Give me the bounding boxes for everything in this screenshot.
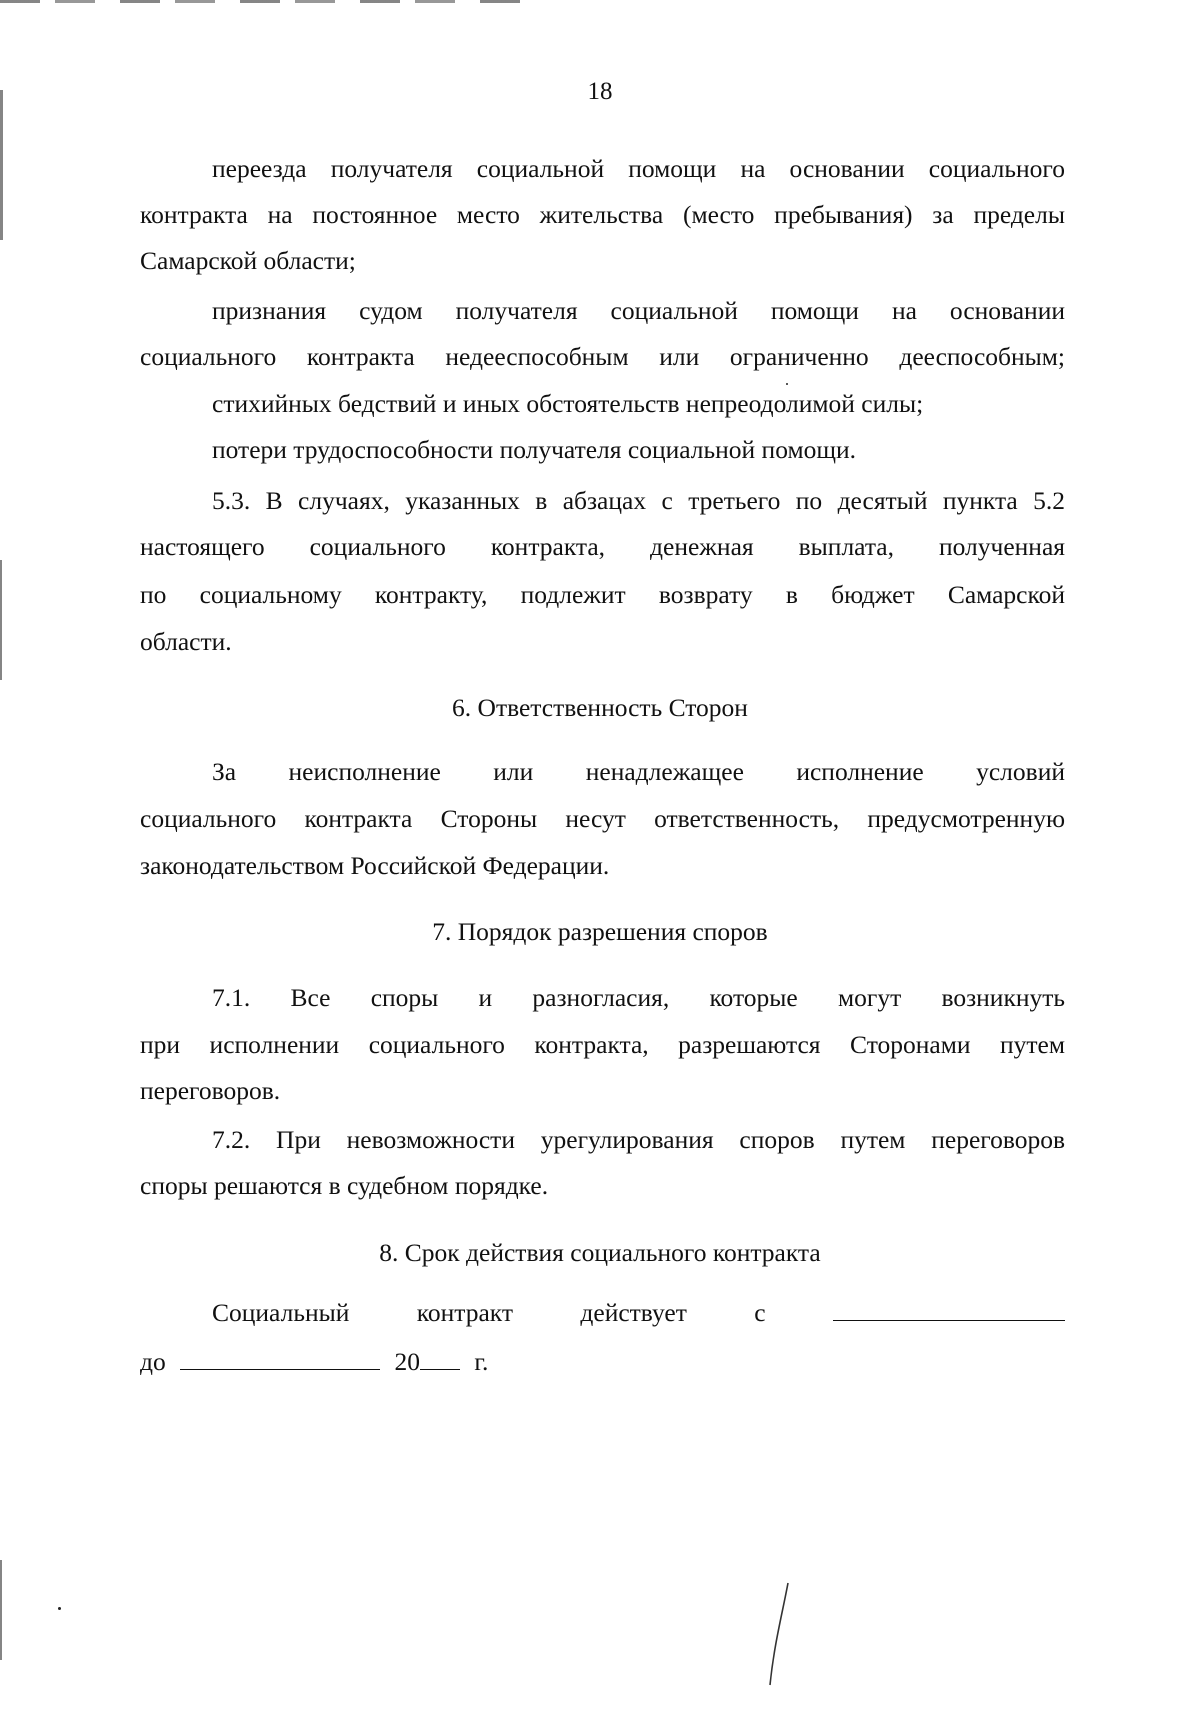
paragraph-line: настоящего социального контракта, денежная выплата, полученная [140,532,1065,561]
paragraph-line: по социальному контракту, подлежит возврату в бюджет Самарской [140,580,1065,609]
paragraph-line: 7.1. Все споры и разногласия, которые могут возникнуть [212,983,1065,1012]
paragraph-line: законодательством Российской Федерации. [140,851,610,880]
paragraph-line: переговоров. [140,1076,281,1105]
section-heading: 7. Порядок разрешения споров [432,917,768,946]
paragraph-line: при исполнении социального контракта, разрешаются Сторонами путем [140,1030,1065,1059]
paragraph-line: споры решаются в судебном порядке. [140,1171,549,1200]
scan-edge-left [0,1560,2,1660]
contract-end-line [140,1347,1065,1377]
term-word: с [754,1298,766,1327]
start-date-blank [833,1298,1065,1321]
paragraph-line: признания судом получателя социальной помощи на основании [212,296,1065,325]
year-suffix: г. [474,1347,489,1376]
section-heading: 8. Срок действия социального контракта [379,1238,821,1267]
paragraph-line: 7.2. При невозможности урегулирования споров путем переговоров [212,1125,1065,1154]
term-word: контракт [416,1298,513,1327]
scan-edge-left [0,90,3,240]
paragraph-line: стихийных бедствий и иных обстоятельств непреодолимой силы; [212,389,924,418]
scan-speck [786,383,788,385]
term-word: до [140,1347,166,1376]
year-blank [420,1347,460,1370]
paragraph-line: области. [140,627,232,656]
paragraph-line: Самарской области; [140,246,356,275]
scan-artifact-top [0,0,520,3]
paragraph-line: потери трудоспособности получателя социальной помощи. [212,435,857,464]
paragraph-line: 5.3. В случаях, указанных в абзацах с третьего по десятый пункта 5.2 [212,486,1065,515]
page-number: 18 [587,78,613,105]
section-heading: 6. Ответственность Сторон [452,693,748,722]
end-date-blank [180,1347,380,1370]
year-prefix: 20 [394,1347,420,1376]
paragraph-line: переезда получателя социальной помощи на основании социального [212,154,1065,183]
paragraph-line: За неисполнение или ненадлежащее исполнение условий [212,757,1065,786]
paragraph-line: социального контракта Стороны несут ответственность, предусмотренную [140,804,1065,833]
term-word: Социальный [212,1298,350,1327]
term-word: действует [580,1298,687,1327]
paragraph-line: контракта на постоянное место жительства (место пребывания) за пределы [140,200,1065,229]
scan-edge-left [0,560,2,680]
contract-term-line [212,1298,1065,1328]
scan-speck [58,1607,61,1610]
pen-mark [760,1575,800,1695]
paragraph-line: социального контракта недееспособным или ограниченно дееспособным; [140,342,1065,371]
